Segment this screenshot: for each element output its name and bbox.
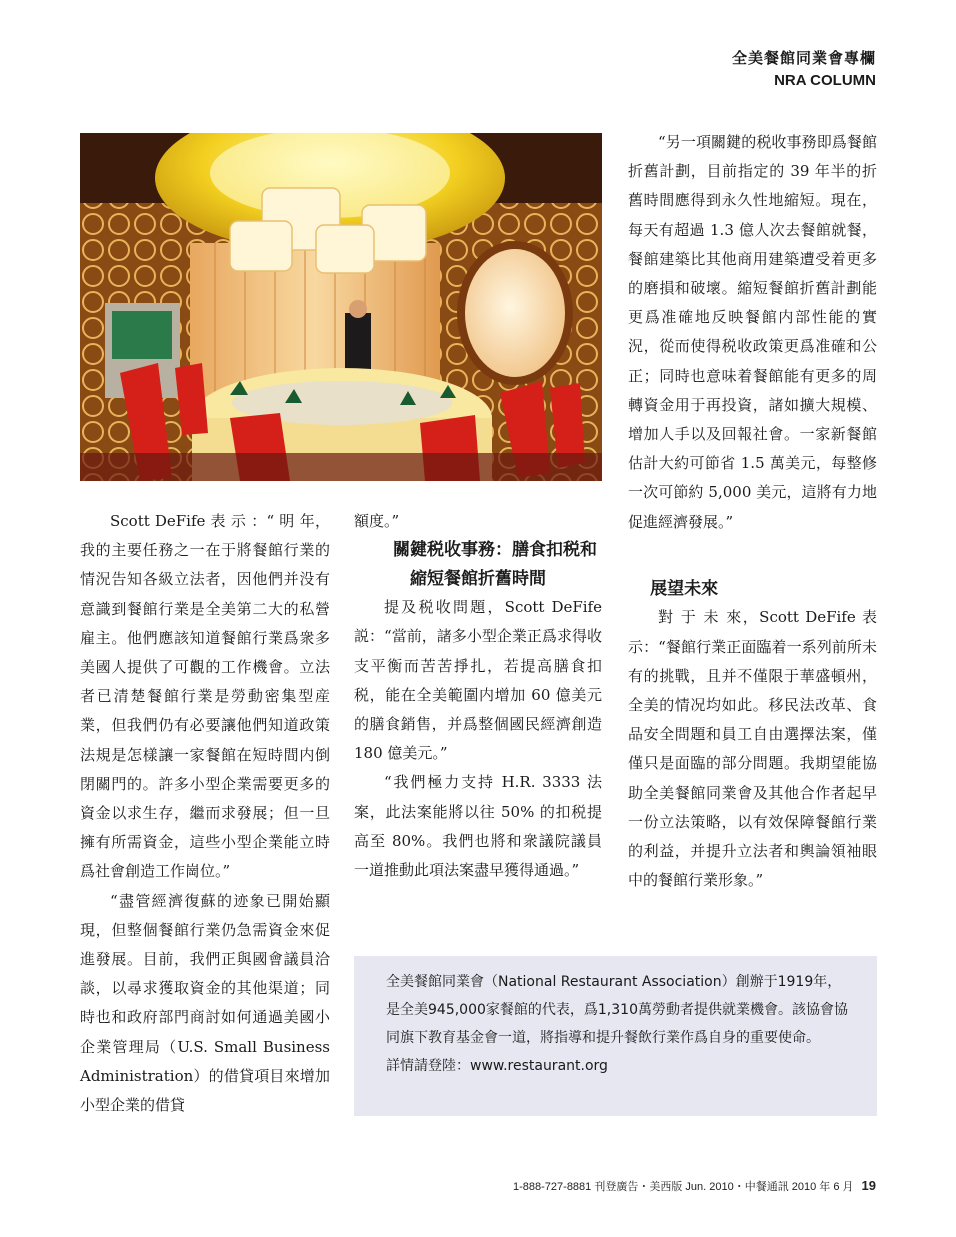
paragraph: “我們極力支持 H.R. 3333 法案，此法案能將以往 50% 的扣税提高至 80%。我們也將和衆議院議員一道推動此項法案盡早獲得通過。” <box>354 773 602 880</box>
paragraph: 額度。” <box>354 512 400 530</box>
column-title-en: NRA COLUMN <box>774 72 876 89</box>
page-footer <box>513 1178 876 1194</box>
footer-text: 1-888-727-8881 刊登廣告・美西版 Jun. 2010・中餐通訊 2010 年 6 月 <box>513 1181 854 1193</box>
paragraph: 對 于 未 來，Scott DeFife 表示：“餐館行業正面臨着一系列前所未有的挑戰，且并不僅限于華盛頓州，全美的情况均如此。移民法改革、食品安全問題和員工自由選擇法案，僅僅只是面臨的部分問題。我期望能協助全美餐館同業會及其他合作者起早一份立法策略，以有效保障餐館行業的利益，并提升立法者和輿論領袖眼中的餐館行業形象。” <box>628 608 877 890</box>
article-column-1 <box>80 507 330 1120</box>
paragraph: Scott DeFife 表 示 ：“ 明 年， 我的主要任務之一在于將餐館行業的情況告知各級立法者，因他們并没有意識到餐館行業是全美第二大的私營雇主。他們應該知道餐館行業爲衆多美國人提供了可觀的工作機會。立法者已清楚餐館行業是勞動密集型産業，但我們仍有必要讓他們知道政策法規是怎樣讓一家餐館在短時間内倒閉關門的。許多小型企業需要更多的資金以求生存，繼而求發展；但一旦擁有所需資金，這些小型企業能立時爲社會創造工作崗位。” <box>80 512 330 881</box>
association-info-box <box>354 956 877 1116</box>
section-heading-tax: 關鍵税收事務：膳食扣税和縮短餐館折舊時間 <box>393 540 597 589</box>
column-title-zh: 全美餐館同業會專欄 <box>731 50 876 67</box>
article-column-2 <box>354 507 602 885</box>
restaurant-photo <box>80 133 602 481</box>
association-description: 全美餐館同業會（National Restaurant Association）創辦于1919年，是全美945,000家餐館的代表，爲1,310萬勞動者提供就業機會。該協會協同旗下教育基金會一道，將指導和提升餐飲行業作爲自身的重要使命。 <box>386 974 848 1046</box>
paragraph: “另一項關鍵的税收事務即爲餐館折舊計劃，目前指定的 39 年半的折舊時間應得到永久性地縮短。現在，每天有超過 1.3 億人次去餐館就餐，餐館建築比其他商用建築遭受着更多的磨損和破壞。縮短餐館折舊計劃能更爲准確地反映餐館内部性能的實況，從而使得税收政策更爲准確和公正；同時也意味着餐館能有更多的周轉資金用于再投資，諸如擴大規模、增加人手以及回報社會。一家新餐館估計大約可節省 1.5 萬美元，每整修一次可節約 5,000 美元，這將有力地促進經濟發展。” <box>628 133 877 531</box>
column-header <box>732 48 876 92</box>
page-number: 19 <box>861 1178 876 1193</box>
paragraph: “盡管經濟復蘇的迹象已開始顯現，但整個餐館行業仍急需資金來促進發展。目前，我們正與國會議員洽談，以尋求獲取資金的其他渠道；同時也和政府部門商討如何通過美國小企業管理局（U.S. Small Business Administration）的借貸項目來增加小型企業的借貸 <box>80 891 330 1115</box>
paragraph: 提及税收問題，Scott DeFife 説：“當前，諸多小型企業正爲求得收支平衡而苦苦掙扎，若提高膳食扣税，能在全美範圍内增加 60 億美元的膳食銷售，并爲整個國民經濟創造 180 億美元。” <box>354 598 602 763</box>
association-website-link[interactable]: 詳情請登陸：www.restaurant.org <box>386 1058 608 1074</box>
section-heading-outlook: 展望未來 <box>650 578 719 599</box>
article-column-3 <box>628 128 877 895</box>
